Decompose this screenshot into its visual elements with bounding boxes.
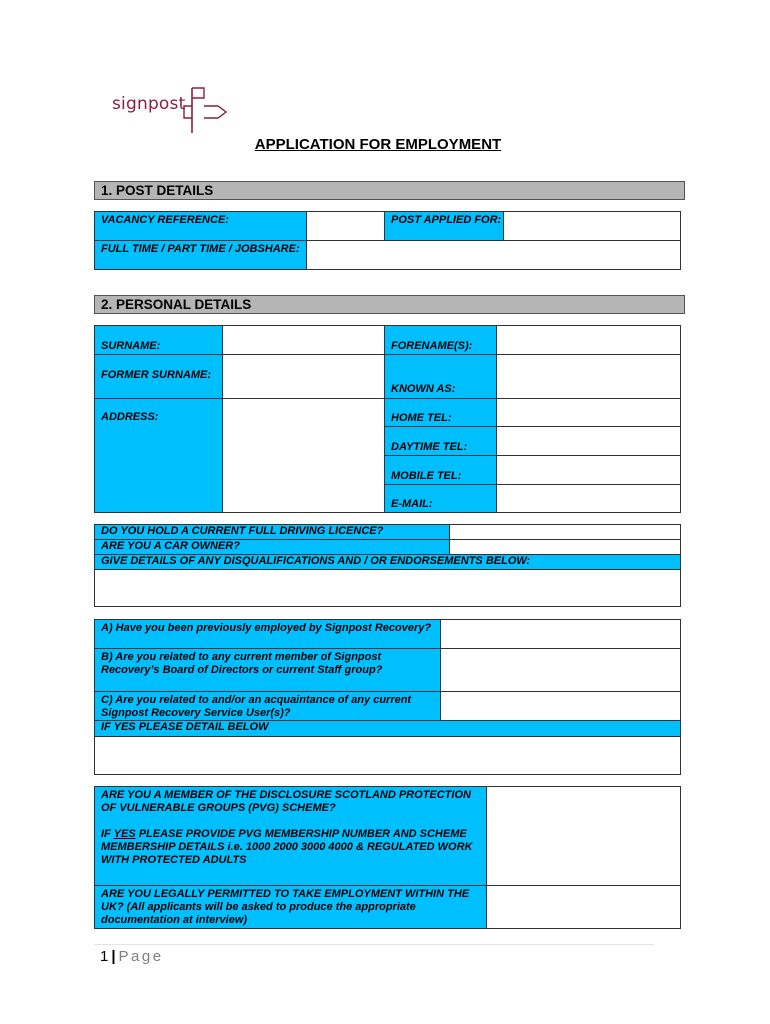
pvg-table: [94, 786, 681, 929]
former-surname-field[interactable]: [223, 355, 385, 399]
driving-table: [94, 524, 681, 607]
daytime-tel-field[interactable]: [497, 427, 681, 456]
if-yes-detail-label: IF YES PLEASE DETAIL BELOW: [95, 721, 681, 737]
pvg-if-rest: PLEASE PROVIDE PVG MEMBERSHIP NUMBER AND SCHEME MEMBERSHIP DETAILS i.e. 1000 2000 3000 4000 & REGULATED WORK WITH PROTECTED ADULTS: [101, 828, 473, 866]
pvg-label: [95, 787, 487, 886]
signpost-logo: [112, 86, 230, 136]
pvg-if-prefix: IF: [101, 828, 114, 840]
page-word: Page: [118, 948, 164, 965]
document-title: APPLICATION FOR EMPLOYMENT: [254, 136, 502, 153]
pvg-yes: YES: [113, 828, 136, 840]
post-applied-label: POST APPLIED FOR:: [385, 212, 504, 241]
legally-permitted-field[interactable]: [487, 886, 681, 929]
relations-table: [94, 619, 681, 775]
related-board-field[interactable]: [441, 649, 681, 692]
disqualifications-label: GIVE DETAILS OF ANY DISQUALIFICATIONS AND / OR ENDORSEMENTS BELOW:: [95, 555, 681, 570]
pvg-field[interactable]: [487, 787, 681, 886]
related-board-label: B) Are you related to any current member of Signpost Recovery’s Board of Directors or current Staff group?: [95, 649, 441, 692]
footer-divider: [94, 944, 654, 945]
pvg-if-yes-text: [101, 828, 486, 867]
address-label: ADDRESS:: [95, 399, 223, 513]
relations-detail-field[interactable]: [95, 737, 681, 775]
vacancy-reference-label: VACANCY REFERENCE:: [95, 212, 307, 241]
post-applied-field[interactable]: [504, 212, 681, 241]
signpost-icon: [112, 86, 230, 136]
known-as-label: KNOWN AS:: [385, 355, 497, 399]
previously-employed-field[interactable]: [441, 620, 681, 649]
related-service-user-label: C) Are you related to and/or an acquaintance of any current Signpost Recovery Service User(s)?: [95, 692, 441, 721]
hours-label: FULL TIME / PART TIME / JOBSHARE:: [95, 241, 307, 270]
driving-licence-label: DO YOU HOLD A CURRENT FULL DRIVING LICENCE?: [95, 525, 450, 540]
footer-separator: |: [111, 948, 116, 965]
former-surname-label: FORMER SURNAME:: [95, 355, 223, 399]
pvg-member-question: ARE YOU A MEMBER OF THE DISCLOSURE SCOTLAND PROTECTION OF VULNERABLE GROUPS (PVG) SCHEME?: [101, 789, 471, 814]
forenames-label: FORENAME(S):: [385, 326, 497, 355]
forenames-field[interactable]: [497, 326, 681, 355]
car-owner-label: ARE YOU A CAR OWNER?: [95, 540, 450, 555]
car-owner-field[interactable]: [450, 540, 681, 555]
home-tel-field[interactable]: [497, 399, 681, 427]
vacancy-reference-field[interactable]: [307, 212, 385, 241]
mobile-tel-field[interactable]: [497, 456, 681, 485]
personal-details-table: [94, 325, 681, 513]
section-post-details: 1. POST DETAILS: [94, 181, 685, 200]
page-number: 1: [100, 948, 109, 965]
known-as-field[interactable]: [497, 355, 681, 399]
address-field[interactable]: [223, 399, 385, 513]
mobile-tel-label: MOBILE TEL:: [385, 456, 497, 485]
email-label: E-MAIL:: [385, 485, 497, 513]
driving-licence-field[interactable]: [450, 525, 681, 540]
previously-employed-label: A) Have you been previously employed by Signpost Recovery?: [95, 620, 441, 649]
surname-field[interactable]: [223, 326, 385, 355]
logo-text: signpost: [112, 94, 186, 114]
related-service-user-field[interactable]: [441, 692, 681, 721]
page-footer: [100, 948, 164, 965]
legally-permitted-label: ARE YOU LEGALLY PERMITTED TO TAKE EMPLOYMENT WITHIN THE UK? (All applicants will be asked to produce the appropriate documentation at interview): [95, 886, 487, 929]
home-tel-label: HOME TEL:: [385, 399, 497, 427]
hours-field[interactable]: [307, 241, 681, 270]
post-details-table: [94, 211, 681, 270]
surname-label: SURNAME:: [95, 326, 223, 355]
daytime-tel-label: DAYTIME TEL:: [385, 427, 497, 456]
section-personal-details: 2. PERSONAL DETAILS: [94, 295, 685, 314]
email-field[interactable]: [497, 485, 681, 513]
disqualifications-field[interactable]: [95, 570, 681, 607]
